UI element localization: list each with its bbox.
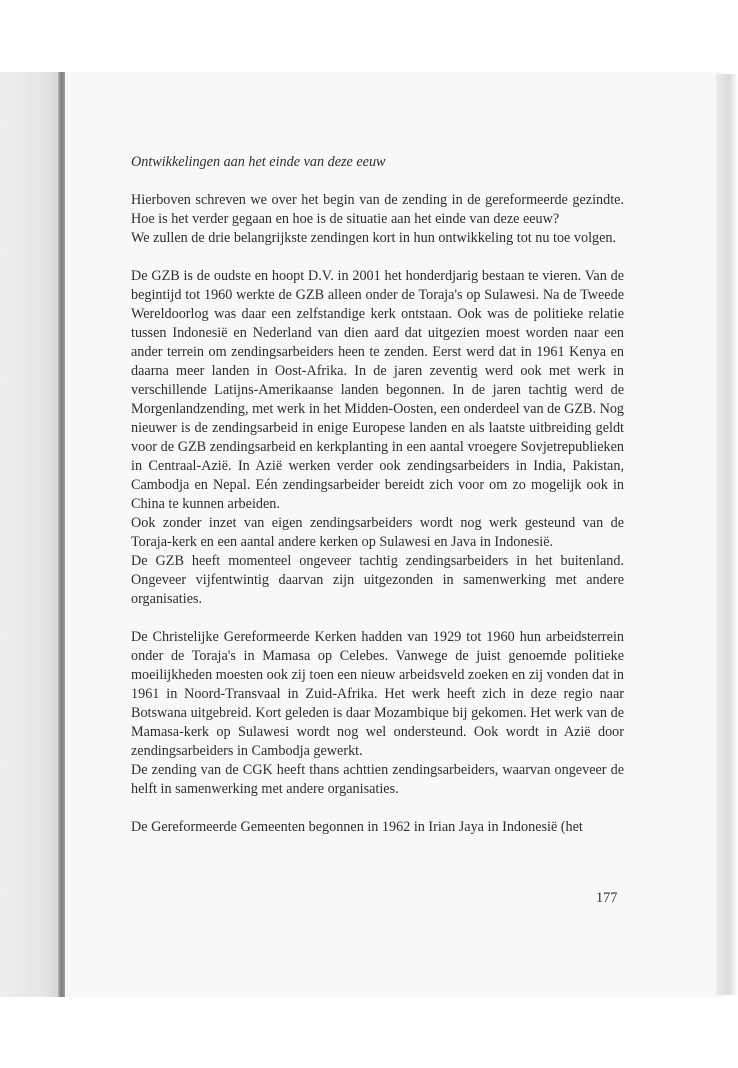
- left-page-edge: [0, 72, 62, 997]
- right-page-edge: [716, 74, 738, 995]
- paragraph-cgk-workers: De zending van de CGK heeft thans achttien zendingsarbeiders, waarvan ongeveer de helft in samenwerking met andere organisaties.: [131, 762, 624, 797]
- page-number: 177: [596, 890, 618, 906]
- paragraph-gzb-workers: De GZB heeft momenteel ongeveer tachtig zendingsarbeiders in het buitenland. Ongeveer vijfentwintig daarvan zijn uitgezonden in samenwerking met andere organisaties.: [131, 553, 624, 607]
- paragraph-gzb-support: Ook zonder inzet van eigen zendingsarbeiders wordt nog werk gesteund van de Toraja-kerk en een aantal andere kerken op Sulawesi en Java in Indonesië.: [131, 515, 624, 550]
- section-heading: Ontwikkelingen aan het einde van deze eeuw: [131, 154, 386, 170]
- book-spine: [58, 72, 65, 997]
- page-text: [131, 153, 624, 837]
- paragraph-intro: Hierboven schreven we over het begin van de zending in de gereformeerde gezindte. Hoe is het verder gegaan en hoe is de situatie aan het einde van deze eeuw?: [131, 192, 624, 227]
- paragraph-gg-start: De Gereformeerde Gemeenten begonnen in 1962 in Irian Jaya in Indonesië (het: [131, 819, 583, 835]
- paragraph-follow: We zullen de drie belangrijkste zendingen kort in hun ontwikkeling tot nu toe volgen.: [131, 230, 617, 246]
- paragraph-gzb-history: De GZB is de oudste en hoopt D.V. in 2001 het honderdjarig bestaan te vieren. Van de begintijd tot 1960 werkte de GZB alleen onder de Toraja's op Sulawesi. Na de Tweede Wereldoorlog was daar een zelfstandige kerk ontstaan. Ook was de politieke relatie tussen Indonesië en Nederland van dien aard dat uitgezien moest worden naar een ander terrein om zendingsarbeiders heen te zenden. Eerst werd dat in 1961 Kenya en daarna meer landen in Oost-Afrika. In de jaren zeventig werd ook met werk in verschillende Latijns-Amerikaanse landen begonnen. In de jaren tachtig werd de Morgenlandzending, met werk in het Midden-Oosten, een onderdeel van de GZB. Nog nieuwer is de zendingsarbeid in enige Europese landen en als laatste uitbreiding geldt voor de GZB zendingsarbeid en kerkplanting in een aantal vroegere Sovjetrepublieken in Centraal-Azië. In Azië werken verder ook zendingsarbeiders in India, Pakistan, Cambodja en Nepal. Eén zendingsarbeider bereidt zich voor om zo mogelijk ook in China te kunnen arbeiden.: [131, 268, 625, 512]
- paragraph-cgk-history: De Christelijke Gereformeerde Kerken hadden van 1929 tot 1960 hun arbeidsterrein onder de Toraja's in Mamasa op Celebes. Vanwege de juist genoemde politieke moeilijkheden moesten ook zij toen een nieuw arbeidsveld zoeken en zij vonden dat in 1961 in Noord-Transvaal in Zuid-Afrika. Het werk heeft zich in deze regio naar Botswana uitgebreid. Kort geleden is daar Mozambique bij gekomen. Het werk van de Mamasa-kerk op Sulawesi wordt nog wel ondersteund. Ook wordt in Azië door zendingsarbeiders in Cambodja gewerkt.: [131, 629, 624, 759]
